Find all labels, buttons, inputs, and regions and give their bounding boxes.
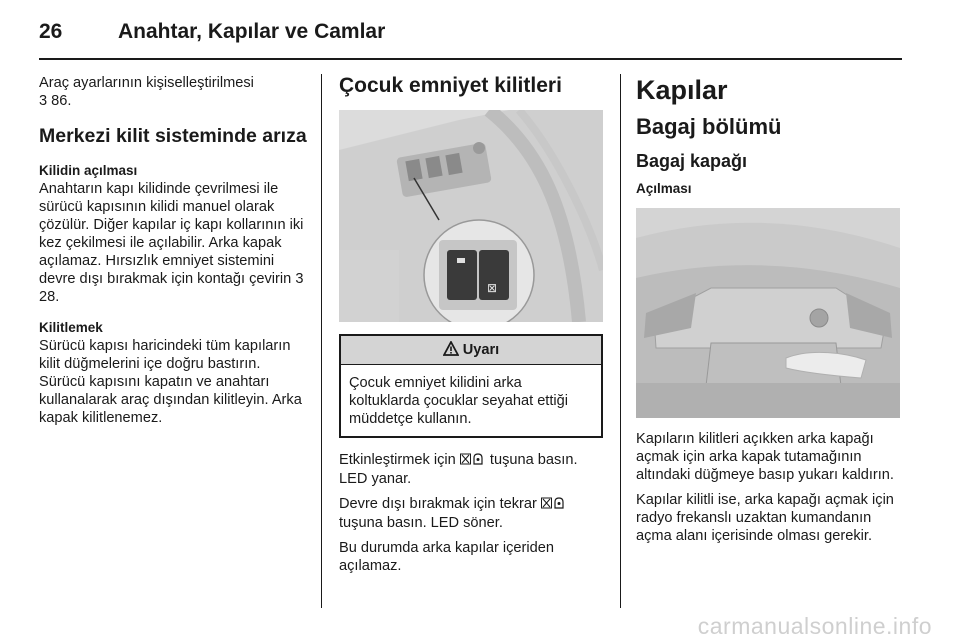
child-lock-button-icon	[541, 496, 567, 514]
warning-title: Uyarı	[462, 342, 500, 358]
column-1	[39, 74, 309, 427]
intro-reference[interactable]: 3 86.	[39, 93, 72, 109]
running-head: Anahtar, Kapılar ve Camlar	[118, 20, 386, 43]
unlocking-reference[interactable]: 3 28.	[39, 271, 304, 305]
warning-title-bar	[341, 336, 601, 365]
subheading-locking: Kilitlemek	[39, 320, 103, 335]
intro-line: Araç ayarlarının kişiselleştirilmesi	[39, 75, 254, 91]
tailgate-photo	[636, 208, 900, 418]
column-2	[339, 74, 603, 575]
deactivate-text-start: Devre dışı bırakmak için tekrar	[339, 496, 537, 512]
child-lock-button-icon	[460, 452, 486, 470]
column-3	[636, 74, 902, 545]
warning-triangle-icon	[443, 341, 459, 360]
activate-text-end: tuşuna basın. LED yanar.	[339, 452, 578, 487]
tailgate-illustration	[636, 208, 900, 418]
deactivate-text-end: tuşuna basın. LED söner.	[339, 515, 503, 531]
section-title-central-lock: Merkezi kilit sisteminde arıza	[39, 125, 307, 147]
unlocking-text	[39, 180, 309, 306]
watermark: carmanualsonline.info	[697, 613, 932, 639]
door-panel-illustration	[339, 110, 603, 322]
header-rule	[39, 58, 902, 60]
warning-box	[339, 334, 603, 438]
subheading-unlocking: Kilidin açılması	[39, 163, 138, 178]
activate-paragraph	[339, 451, 603, 488]
section-title-boot: Bagaj bölümü	[636, 114, 782, 139]
locking-text: Sürücü kapısı haricindeki tüm kapıların kilit düğmelerini içe doğru bastırın. Sürücü kapısını kapatın ve anahtarı kullanalarak araç dışından kilitleyin. Arka kapak kilitlenemez.	[39, 338, 302, 426]
section-title-child-locks: Çocuk emniyet kilitleri	[339, 74, 562, 97]
child-lock-switch-photo	[339, 110, 603, 322]
column-divider-1	[321, 74, 322, 608]
column-divider-2	[620, 74, 621, 608]
locked-paragraph: Kapılar kilitli ise, arka kapağı açmak için radyo frekanslı uzaktan kumandanın açma alanı içerisinde olması gerekir.	[636, 492, 894, 544]
unlocking-paragraph: Anahtarın kapı kilidinde çevrilmesi ile sürücü kapısının kilidi manuel olarak çözülür. Diğer kapılar iç kapı kollarının iki kez çekilmesi ile açılabilir. Arka kapak açılamaz. Hırsızlık emniyet sistemini devre dışı bırakmak için kontağı çevirin	[39, 181, 304, 287]
deactivate-paragraph	[339, 495, 603, 532]
warning-text: Çocuk emniyet kilidini arka koltuklarda çocuklar seyahat ettiği müddetçe kullanın.	[349, 375, 569, 427]
svg-text:⊠: ⊠	[487, 281, 498, 295]
chapter-title-doors: Kapılar	[636, 75, 728, 105]
rear-doors-paragraph: Bu durumda arka kapılar içeriden açılamaz.	[339, 540, 554, 574]
opening-paragraph: Kapıların kilitleri açıkken arka kapağı açmak için arka kapak tutamağının altındaki düğmeye basıp yukarı kaldırın.	[636, 431, 894, 483]
activate-text-start: Etkinleştirmek için	[339, 452, 456, 468]
subsection-title-tailgate: Bagaj kapağı	[636, 151, 748, 171]
subheading-opening: Açılması	[636, 181, 692, 196]
intro-text	[39, 74, 309, 110]
page-number: 26	[39, 20, 63, 43]
